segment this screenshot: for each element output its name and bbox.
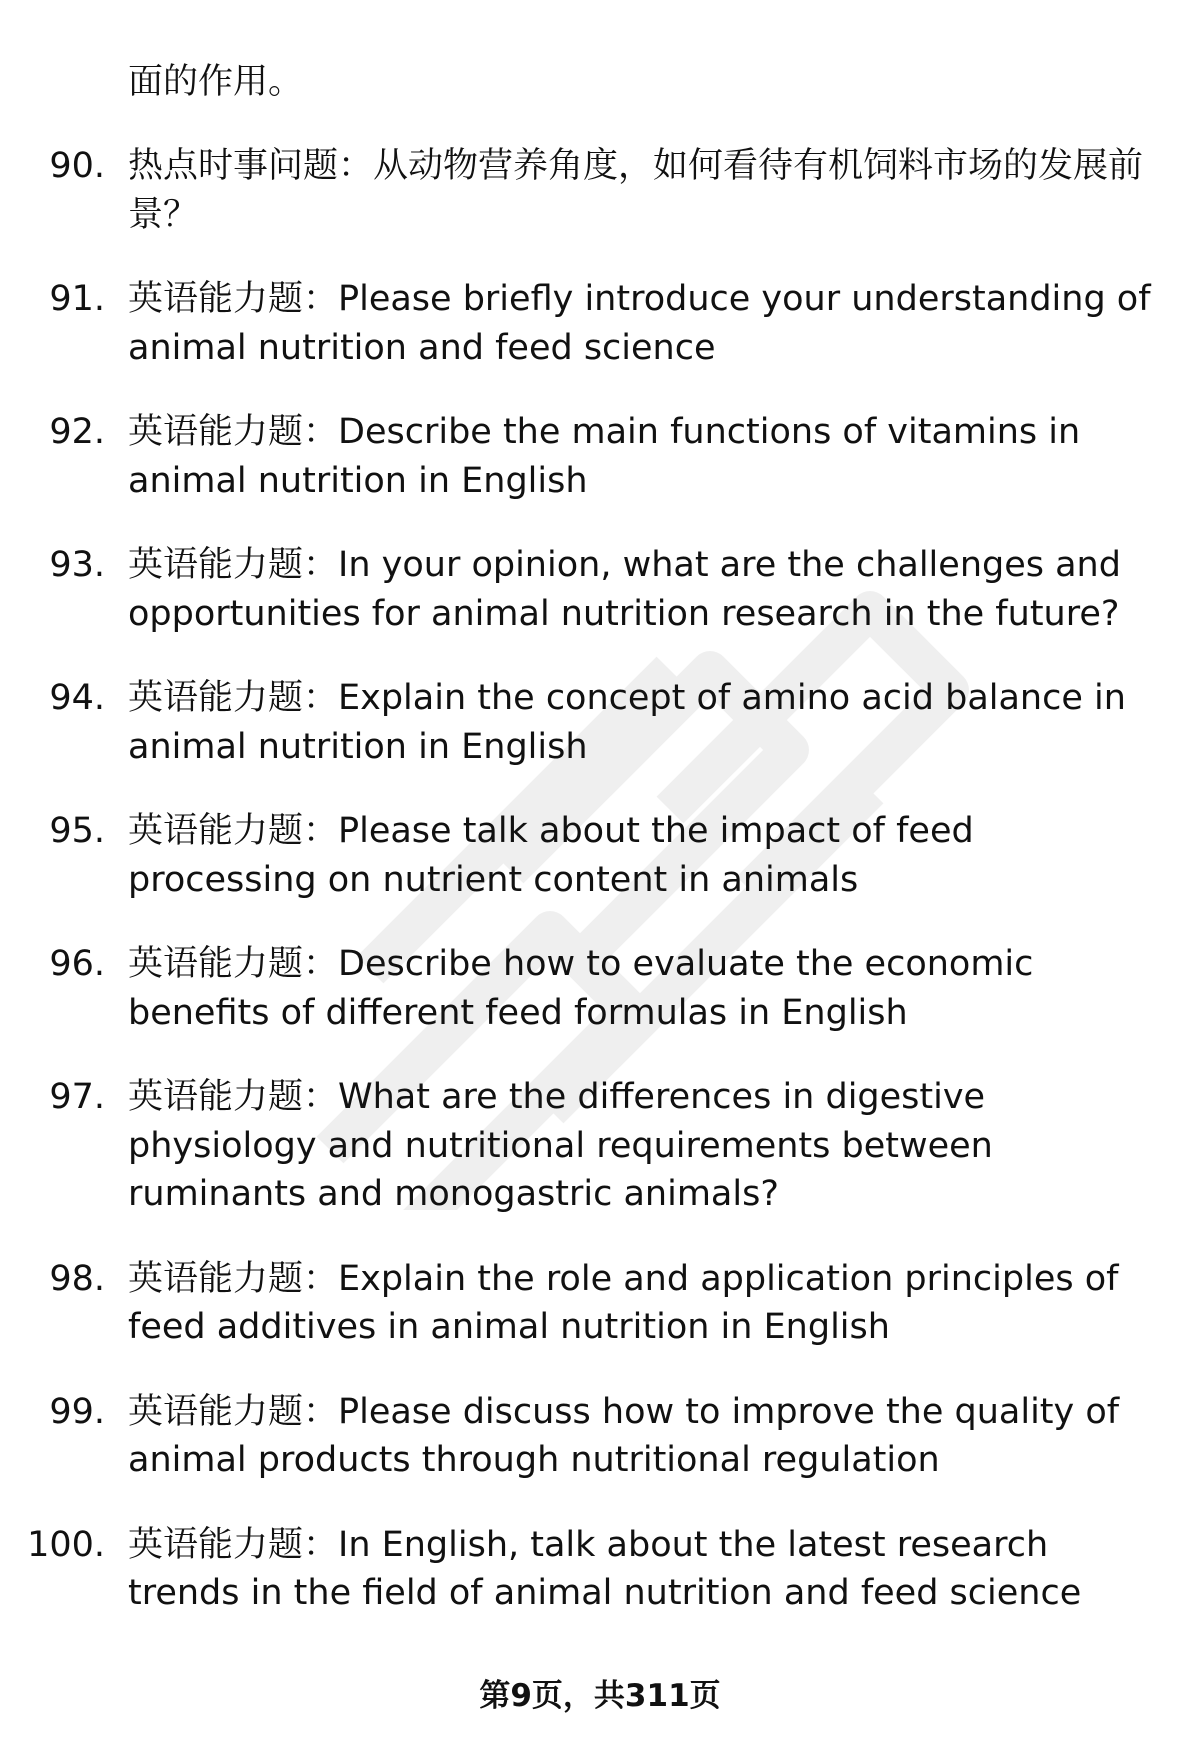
question-number: 92. <box>49 412 105 452</box>
question-text: 英语能力题：In your opinion, what are the challenges and opportunities for animal nutrition research in the future? <box>128 545 1121 634</box>
question-number: 98. <box>49 1258 105 1299</box>
question-number: 100. <box>27 1524 105 1565</box>
question-text: 英语能力题：Describe the main functions of vitamins in animal nutrition in English <box>128 412 1081 501</box>
question-item <box>0 1255 1200 1352</box>
question-item <box>0 807 1200 904</box>
question-number: 97. <box>49 1077 105 1117</box>
question-number: 96. <box>49 944 105 984</box>
question-text: 英语能力题：Explain the concept of amino acid balance in animal nutrition in English <box>128 678 1126 767</box>
question-item <box>0 1521 1200 1618</box>
page-footer: 第9页，共311页 <box>479 1678 721 1714</box>
question-number: 91. <box>49 279 105 319</box>
question-item <box>0 408 1200 505</box>
question-number: 99. <box>49 1391 105 1432</box>
question-text: 英语能力题：In English, talk about the latest research trends in the field of animal nutrition and feed science <box>128 1524 1082 1613</box>
question-number: 94. <box>49 678 105 718</box>
question-text: 英语能力题：What are the differences in digestive physiology and nutritional requirements between ruminants and monogastric animals? <box>128 1077 993 1214</box>
question-number: 90. <box>49 146 105 186</box>
question-text: 英语能力题：Describe how to evaluate the economic benefits of different feed formulas in English <box>128 944 1034 1033</box>
question-text: 英语能力题：Please talk about the impact of feed processing on nutrient content in animals <box>128 811 974 900</box>
question-item <box>0 541 1200 638</box>
question-text: 英语能力题：Please briefly introduce your understanding of animal nutrition and feed science <box>128 279 1151 368</box>
question-item <box>0 674 1200 771</box>
question-item <box>0 1073 1200 1219</box>
question-text: 热点时事问题：从动物营养角度，如何看待有机饲料市场的发展前景？ <box>128 146 1144 235</box>
question-item <box>0 275 1200 372</box>
question-number: 93. <box>49 545 105 585</box>
question-text: 英语能力题：Please discuss how to improve the quality of animal products through nutritional regulation <box>128 1391 1120 1480</box>
question-item <box>0 940 1200 1037</box>
question-text: 英语能力题：Explain the role and application principles of feed additives in animal nutrition in English <box>128 1258 1119 1347</box>
question-list <box>0 142 1200 1654</box>
question-number: 95. <box>49 811 105 851</box>
continuation-text: 面的作用。 <box>128 62 304 102</box>
question-item <box>0 142 1200 239</box>
question-item <box>0 1388 1200 1485</box>
